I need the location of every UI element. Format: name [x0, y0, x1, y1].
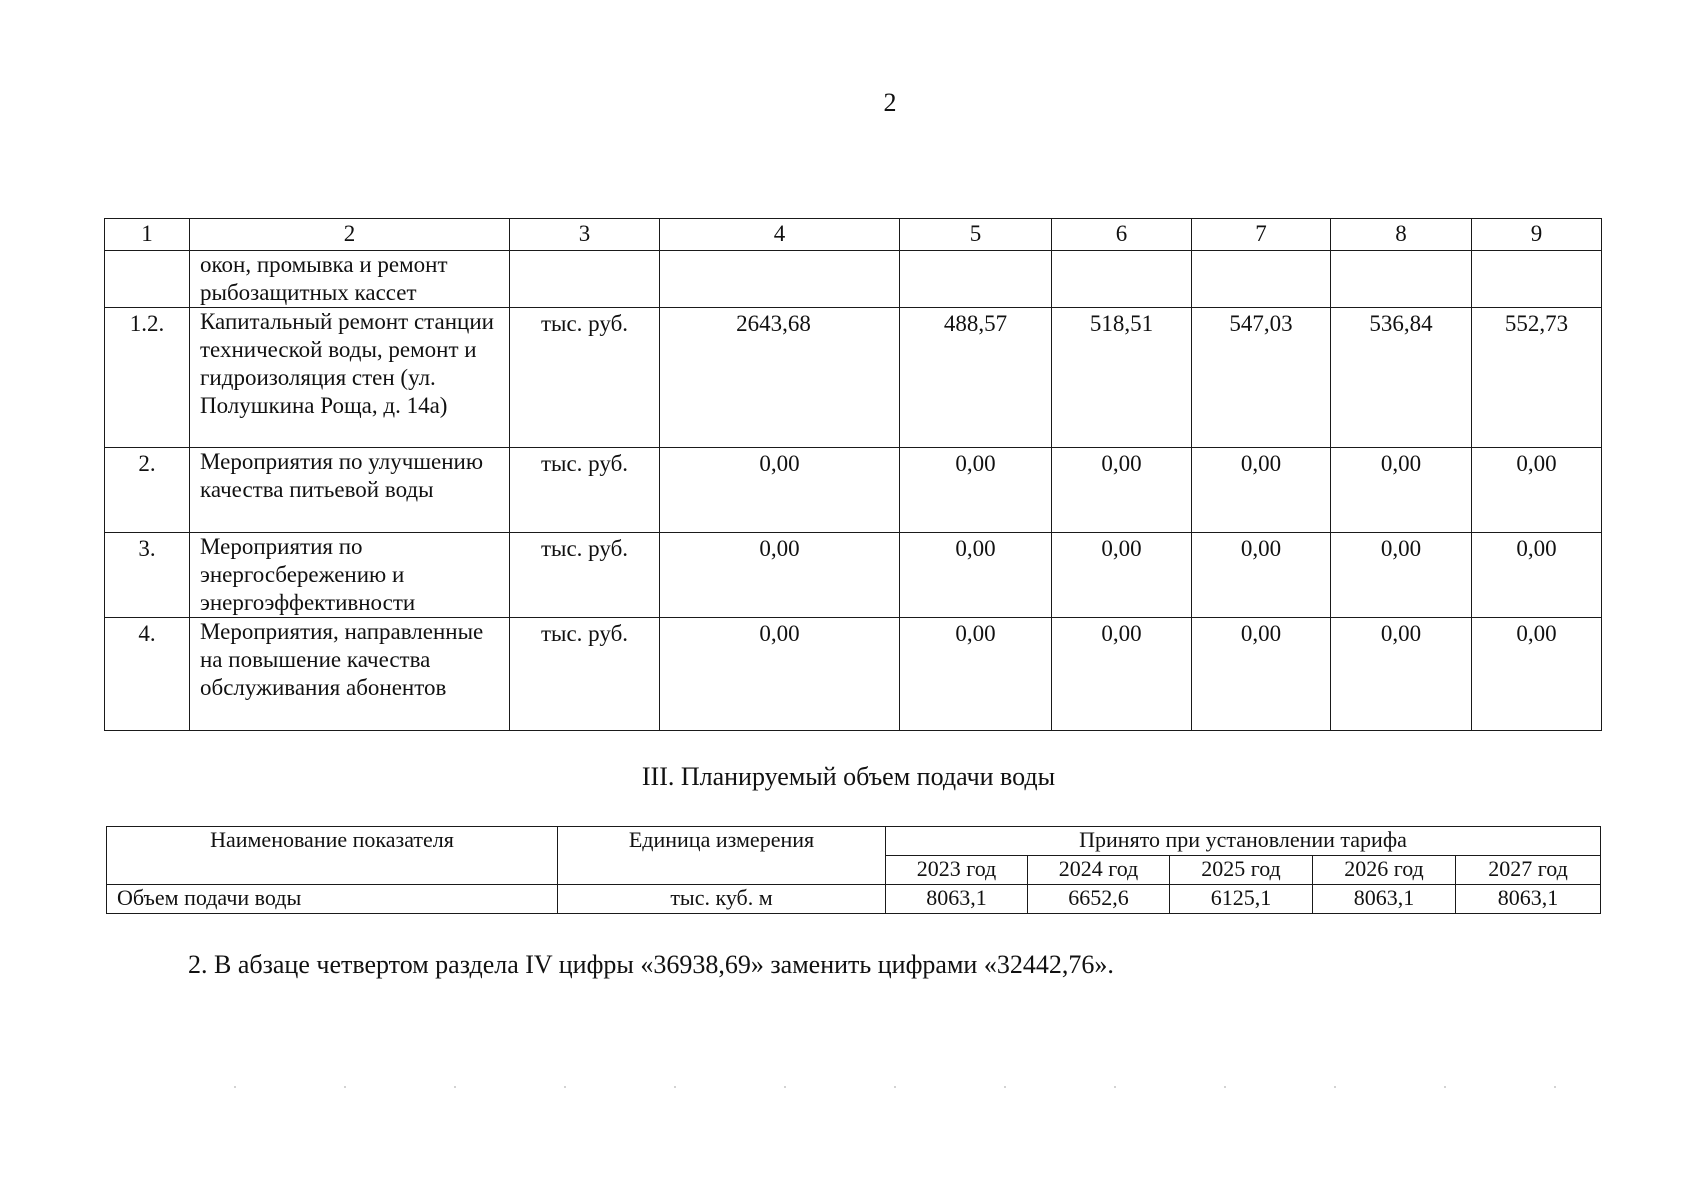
table-row	[107, 885, 1601, 914]
value-cell	[1331, 251, 1472, 308]
value-cell: 8063,1	[1456, 885, 1601, 914]
value-cell: 547,03	[1192, 308, 1331, 448]
table-header-row	[107, 827, 1601, 856]
value-cell: 8063,1	[886, 885, 1028, 914]
value-cell: 6125,1	[1170, 885, 1313, 914]
value-cell: 536,84	[1331, 308, 1472, 448]
column-header: 9	[1472, 219, 1602, 251]
row-number: 1.2.	[105, 308, 190, 448]
value-cell: 0,00	[660, 448, 900, 533]
year-header: 2023 год	[886, 856, 1028, 885]
table-header-row	[105, 219, 1602, 251]
column-header: 1	[105, 219, 190, 251]
value-cell: 0,00	[900, 618, 1052, 731]
column-header: 3	[510, 219, 660, 251]
measure-name: Мероприятия по энергосбережению и энергоэффективности	[190, 533, 510, 618]
column-header: 6	[1052, 219, 1192, 251]
value-cell	[900, 251, 1052, 308]
value-cell: 518,51	[1052, 308, 1192, 448]
unit-cell: тыс. руб.	[510, 308, 660, 448]
value-cell: 0,00	[1192, 618, 1331, 731]
row-number: 4.	[105, 618, 190, 731]
column-header-indicator: Наименование показателя	[107, 827, 558, 885]
measure-name: Мероприятия, направленные на повышение качества обслуживания абонентов	[190, 618, 510, 731]
value-cell: 8063,1	[1313, 885, 1456, 914]
value-cell: 488,57	[900, 308, 1052, 448]
measure-name: окон, промывка и ремонт рыбозащитных кассет	[190, 251, 510, 308]
unit-cell: тыс. руб.	[510, 448, 660, 533]
value-cell: 0,00	[1192, 448, 1331, 533]
value-cell	[1472, 251, 1602, 308]
row-number: 2.	[105, 448, 190, 533]
value-cell	[1192, 251, 1331, 308]
column-header: 7	[1192, 219, 1331, 251]
scan-artifact-line	[180, 1086, 1630, 1088]
measure-name: Капитальный ремонт станции технической воды, ремонт и гидроизоляция стен (ул. Полушкина Роща, д. 14а)	[190, 308, 510, 448]
measure-name: Мероприятия по улучшению качества питьевой воды	[190, 448, 510, 533]
value-cell: 0,00	[1331, 618, 1472, 731]
page-number: 2	[883, 88, 897, 117]
unit-cell: тыс. куб. м	[558, 885, 886, 914]
row-number	[105, 251, 190, 308]
value-cell: 0,00	[1472, 533, 1602, 618]
table-row	[105, 448, 1602, 533]
year-header: 2026 год	[1313, 856, 1456, 885]
unit-cell: тыс. руб.	[510, 533, 660, 618]
value-cell	[1052, 251, 1192, 308]
value-cell: 0,00	[900, 448, 1052, 533]
column-header: 2	[190, 219, 510, 251]
table-row	[105, 618, 1602, 731]
column-header: 5	[900, 219, 1052, 251]
water-supply-volume-table	[106, 826, 1601, 914]
value-cell: 552,73	[1472, 308, 1602, 448]
table-row	[105, 533, 1602, 618]
unit-cell	[510, 251, 660, 308]
value-cell: 0,00	[1331, 533, 1472, 618]
amendment-paragraph: 2. В абзаце четвертом раздела IV цифры «36938,69» заменить цифрами «32442,76».	[188, 950, 1114, 979]
value-cell: 0,00	[1331, 448, 1472, 533]
table-row	[105, 308, 1602, 448]
column-header: 4	[660, 219, 900, 251]
unit-cell: тыс. руб.	[510, 618, 660, 731]
year-header: 2025 год	[1170, 856, 1313, 885]
value-cell: 0,00	[900, 533, 1052, 618]
value-cell: 0,00	[1472, 618, 1602, 731]
investment-program-table	[104, 218, 1602, 731]
row-number: 3.	[105, 533, 190, 618]
value-cell: 6652,6	[1028, 885, 1170, 914]
indicator-name: Объем подачи воды	[107, 885, 558, 914]
value-cell: 0,00	[660, 533, 900, 618]
column-header-unit: Единица измерения	[558, 827, 886, 885]
value-cell: 0,00	[1472, 448, 1602, 533]
year-header: 2024 год	[1028, 856, 1170, 885]
year-header: 2027 год	[1456, 856, 1601, 885]
column-header: 8	[1331, 219, 1472, 251]
value-cell: 0,00	[1192, 533, 1331, 618]
value-cell	[660, 251, 900, 308]
value-cell: 0,00	[1052, 533, 1192, 618]
value-cell: 0,00	[1052, 448, 1192, 533]
value-cell: 0,00	[660, 618, 900, 731]
section-title: III. Планируемый объем подачи воды	[641, 762, 1056, 791]
value-cell: 2643,68	[660, 308, 900, 448]
column-header-group: Принято при установлении тарифа	[886, 827, 1601, 856]
table-row	[105, 251, 1602, 308]
value-cell: 0,00	[1052, 618, 1192, 731]
